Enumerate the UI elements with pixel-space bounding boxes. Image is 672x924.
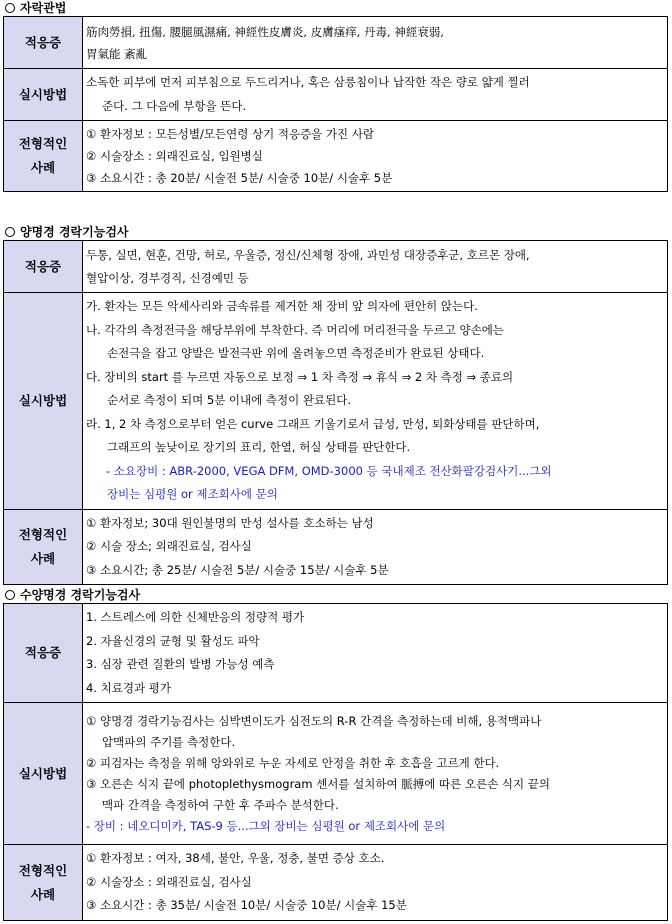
section-2: [3, 224, 668, 585]
indication-content: 筋肉勞損, 扭傷, 腰腿風濕痛, 神經性皮膚炎, 皮膚瘙痒, 丹毒, 神經衰弱, 胃氣能 紊亂: [83, 17, 668, 69]
indication-label: 적응증: [4, 17, 83, 69]
method-label: 실시방법: [4, 293, 83, 510]
circle-bullet-icon: [5, 227, 15, 237]
info-table: [3, 240, 668, 585]
circle-bullet-icon: [5, 590, 15, 600]
equipment-note: - 장비 : 네오디미카, TAS-9 등...그외 장비는 심평원 or 제조회사에 문의: [86, 818, 446, 833]
indication-label: 적응증: [4, 604, 83, 703]
circle-bullet-icon: [5, 3, 15, 13]
case-content: ① 환자정보 : 여자, 38세, 불안, 우울, 정충, 불면 증상 호소. ② 시술장소 : 외래진료실, 검사실 ③ 소요시간 : 총 35분/ 시술전 10분/ 시술중 10분/ 시술후 15분: [83, 845, 668, 921]
equipment-note: - 소요장비 : ABR-2000, VEGA DFM, OMD-3000 등 국내제조 전산화팔강검사기...그외: [106, 463, 552, 478]
case-label: 전형적인 사례: [4, 509, 83, 585]
method-label: 실시방법: [4, 703, 83, 845]
equipment-note-cont: 장비는 심평원 or 제조회사에 문의: [107, 487, 278, 501]
indication-content: 두통, 실면, 현훈, 건망, 허로, 우울증, 정신/신체형 장애, 과민성 대장증후군, 호르몬 장애, 혈압이상, 경부경직, 신경예민 등: [83, 241, 668, 293]
section-title: 양명경 경락기능검사: [3, 224, 668, 240]
info-table: [3, 16, 668, 192]
section-title: 자락관법: [3, 0, 668, 16]
case-label: 전형적인 사례: [4, 121, 83, 192]
case-content: ① 환자정보; 30대 원인불명의 만성 설사를 호소하는 남성 ② 시술 장소; 외래진료실, 검사실 ③ 소요시간; 총 25분/ 시술전 5분/ 시술중 15분/ 시술후 5분: [83, 509, 668, 585]
case-content: ① 환자정보 : 모든성별/모든연령 상기 적응증을 가진 사람 ② 시술장소 : 외래진료실, 입원병실 ③ 소요시간 : 총 20분/ 시술전 5분/ 시술중 10분/ 시술후 5분: [83, 121, 668, 192]
method-label: 실시방법: [4, 69, 83, 121]
section-1: [3, 0, 668, 192]
section-3: [3, 587, 668, 921]
section-title: 수양명경 경락기능검사: [3, 587, 668, 603]
method-content: 소독한 피부에 먼저 피부침으로 두드리거나, 혹은 삼릉침이나 납작한 작은 량로 얇게 찔러 준다. 그 다음에 부항을 뜬다.: [83, 69, 668, 121]
case-label: 전형적인 사례: [4, 845, 83, 921]
indication-content: 1. 스트레스에 의한 신체반응의 정량적 평가 2. 자율신경의 균형 및 활성도 파악 3. 심장 관련 질환의 발병 가능성 예측 4. 치료경과 평가: [83, 604, 668, 703]
method-content: ① 양명경 경락기능검사는 심박변이도가 심전도의 R-R 간격을 측정하는데 비해, 용적맥파나 압맥파의 주기를 측정한다. ② 피검자는 측정을 위해 앙와위로 누운 자세로 안정을 취한 후 호흡을 고르게 한다. ③ 오른손 식지 끝에 photoplethysmogram 센서를 설치하여 脈搏에 따른 오른손 식지 끝의 맥파 간격을 측정하여 구한 후 주파수 분석한다. - 장비 : 네오디미카, TAS-9 등...그외 장비는 심평원 or 제조회사에 문의: [83, 703, 668, 845]
method-content: 가. 환자는 모든 악세사리와 금속류를 제거한 채 장비 앞 의자에 편안히 앉는다. 나. 각각의 측정전극을 해당부위에 부착한다. 즉 머리에 머리전극을 두르고 양손에는 손전극을 잡고 양발은 발전극판 위에 올려놓으면 측정준비가 완료된 상태다. 다. 장비의 start 를 누르면 자동으로 보정 ⇒ 1 차 측정 ⇒ 휴식 ⇒ 2 차 측정 ⇒ 종료의 순서로 측정이 되며 5분 이내에 측정이 완료된다. 라. 1, 2 차 측정으로부터 얻은 curve 그래프 기울기로서 급성, 만성, 퇴화상태를 판단하며, 그래프의 높낮이로 장기의 표리, 한열, 허실 상태를 판단한다. - 소요장비 : ABR-2000, VEGA DFM, OMD-3000 등 국내제조 전산화팔강검사기...그외 장비는 심평원 or 제조회사에 문의: [83, 293, 668, 510]
info-table: [3, 603, 668, 921]
indication-label: 적응증: [4, 241, 83, 293]
